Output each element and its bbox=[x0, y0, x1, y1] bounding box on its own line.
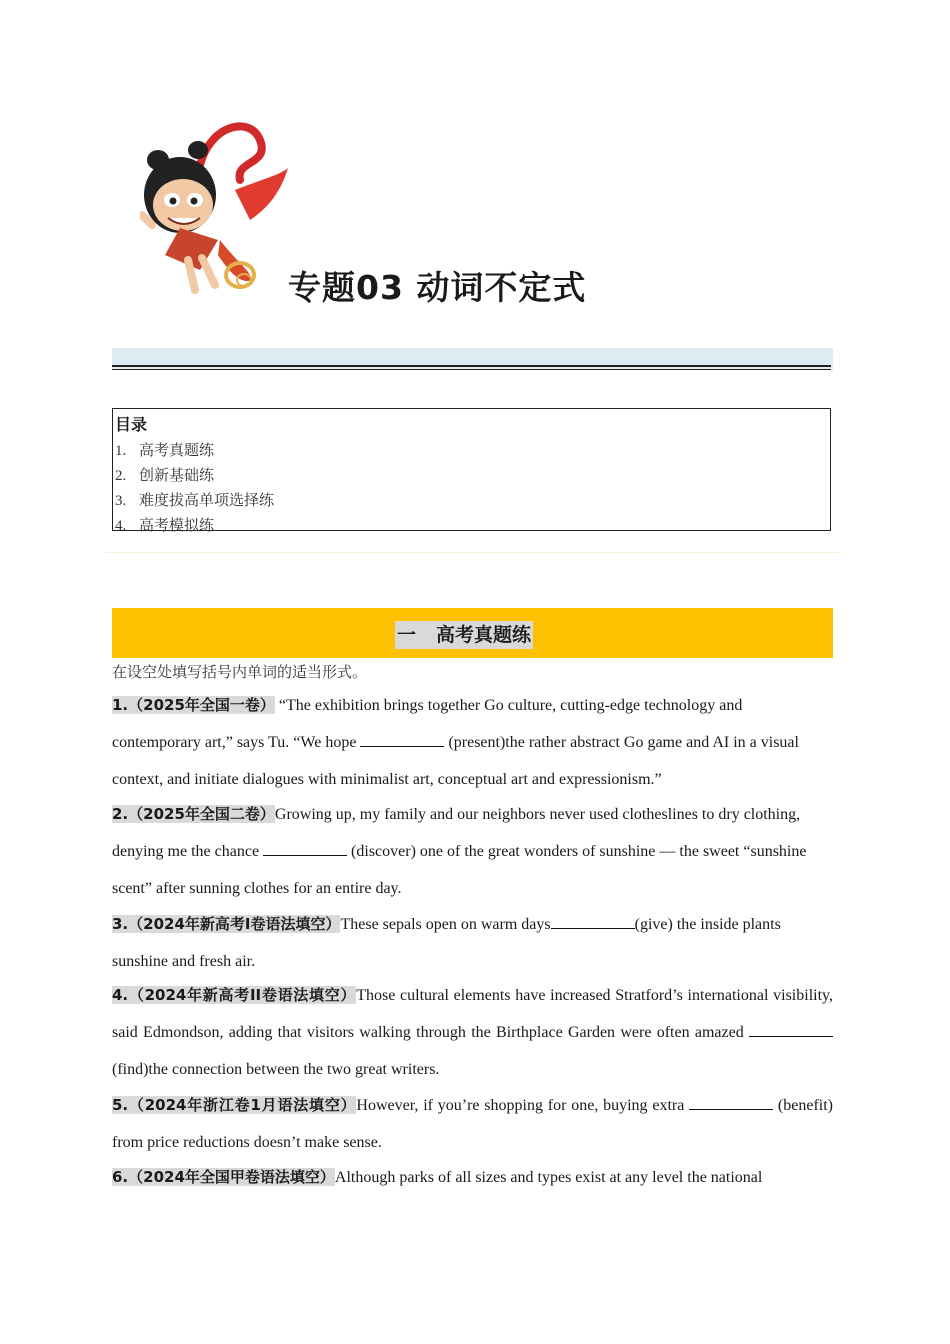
page-separator bbox=[104, 552, 842, 553]
question-text: Growing up, my family and our neighbors never used clotheslines to dry clothing, denying me the chance bbox=[112, 806, 801, 860]
answer-blank bbox=[263, 842, 347, 856]
question-source: 6.（2024年全国甲卷语法填空） bbox=[112, 1168, 335, 1186]
toc-item bbox=[115, 488, 828, 513]
section-header-label bbox=[395, 621, 533, 649]
answer-blank bbox=[360, 733, 444, 747]
question-hint: (discover) one of the great wonders of sunshine — the sweet “sunshine scent” after sunning clothes for an entire day. bbox=[112, 843, 807, 897]
question-source: 4.（2024年新高考II卷语法填空） bbox=[112, 986, 357, 1004]
toc-item bbox=[115, 463, 828, 488]
toc-item-label: 难度拔高单项选择练 bbox=[139, 491, 275, 509]
question-item bbox=[112, 977, 833, 1088]
table-of-contents bbox=[112, 408, 831, 534]
toc-item-number: 4. bbox=[115, 518, 127, 534]
toc-item-number: 2. bbox=[115, 468, 127, 484]
answer-blank bbox=[551, 915, 635, 929]
title-divider-line bbox=[112, 365, 831, 367]
question-source: 2.（2025年全国二卷） bbox=[112, 805, 275, 823]
answer-blank bbox=[689, 1096, 773, 1110]
question-hint: (give) the inside plants sunshine and fresh air. bbox=[112, 916, 781, 970]
question-hint: (present)the rather abstract Go game and AI in a visual context, and initiate dialogues with minimalist art, conceptual art and expressionism.” bbox=[112, 734, 799, 788]
toc-item bbox=[115, 513, 828, 538]
question-text: Those cultural elements have increased Stratford’s international visibility, said Edmondson, adding that visitors walking through the Birthplace Garden were often amazed bbox=[112, 987, 833, 1041]
question-text: However, if you’re shopping for one, buying extra bbox=[356, 1097, 690, 1114]
question-item bbox=[112, 1087, 833, 1161]
document-title: 专题03 动词不定式 bbox=[288, 268, 587, 307]
question-hint: (find)the connection between the two great writers. bbox=[112, 1061, 440, 1078]
nezha-mascot-illustration bbox=[140, 120, 290, 305]
answer-blank bbox=[749, 1023, 833, 1037]
toc-item-label: 高考真题练 bbox=[139, 441, 215, 459]
question-item bbox=[112, 906, 833, 980]
toc-item bbox=[115, 438, 828, 463]
question-item bbox=[112, 796, 833, 907]
toc-heading: 目录 bbox=[115, 415, 148, 434]
question-source: 1.（2025年全国一卷） bbox=[112, 696, 275, 714]
toc-item-number: 3. bbox=[115, 493, 127, 509]
section-title: 高考真题练 bbox=[436, 624, 532, 646]
toc-item-number: 1. bbox=[115, 443, 127, 459]
question-hint: (benefit) from price reductions doesn’t make sense. bbox=[112, 1097, 833, 1151]
question-text: These sepals open on warm days bbox=[340, 916, 551, 933]
question-source: 5.（2024年浙江卷1月语法填空） bbox=[112, 1096, 357, 1114]
question-text: Although parks of all sizes and types exist at any level the national bbox=[334, 1169, 763, 1186]
toc-item-label: 创新基础练 bbox=[139, 466, 215, 484]
toc-item-label: 高考模拟练 bbox=[139, 516, 215, 534]
question-text: “The exhibition brings together Go culture, cutting-edge technology and contemporary art,” says Tu. “We hope bbox=[112, 697, 743, 751]
question-source: 3.（2024年新高考I卷语法填空） bbox=[112, 915, 341, 933]
question-item bbox=[112, 687, 833, 798]
section-instruction: 在设空处填写括号内单词的适当形式。 bbox=[112, 663, 368, 681]
question-item bbox=[112, 1159, 833, 1196]
section-number: 一 bbox=[397, 624, 417, 646]
title-divider-line-secondary bbox=[112, 369, 831, 370]
